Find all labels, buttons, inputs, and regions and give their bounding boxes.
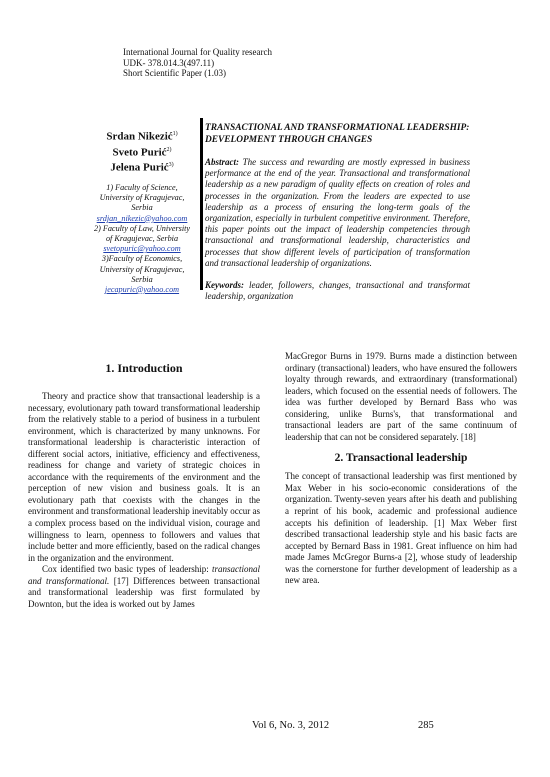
vertical-divider <box>200 118 203 290</box>
left-column <box>28 355 260 610</box>
affiliation-3: 3)Faculty of Economics, University of Kragujevac, Serbia <box>99 254 185 284</box>
author-3: Jelena Purić$^{3)}$ <box>110 161 174 174</box>
paragraph-1: Theory and practice show that transactional leadership is a necessary, evolutionary path toward transformational leadership from the relatively stable to a period of business in a turbulent environment, which is characterized by many unknowns. For transformational leadership is characteristic interaction of different social actors, initiative, efficiency and effectiveness, readiness for change and variety of strategic choices in accordance with the requirements of the environment and the perception of new vision and business goals. It is an evolutionary path that coexists with the changes in the environment and transformational leadership inevitably occur as a complex process based on the individual vision, courage and willingness to learn, openness to followers and values that include better and more efficiently, based on the radical changes in the organization and the environment. <box>28 391 260 563</box>
footer-page-number: 285 <box>418 720 434 731</box>
paragraph-4: The concept of transactional leadership was first mentioned by Max Weber in his socio-economic considerations of the organization. Twenty-seven years after his death and publishing a reprint of his book, academic and professional audience accepts his definition of leadership. [1] Max Weber first described transactional leadership style and his basic facts are accepted by Bernard Bass in 1981. Great influence on him had made James McGregor Burns-a [2], whose study of leadership was the cornerstone for further development of leadership as a new area. <box>285 471 517 586</box>
abstract-column <box>205 123 470 302</box>
paragraph-2: Cox identified two basic types of leadership: transactional and transformational. [17] Differences between transactional and transformational leadership was first formulated by Downton, but the idea is worked out by James <box>28 564 261 609</box>
author-block <box>84 128 200 295</box>
email-link-2[interactable]: svetopuric@yahoo.com <box>103 244 181 254</box>
email-link-3[interactable]: jecapuric@yahoo.com <box>104 285 180 294</box>
author-2: Sveto Purić$^{2)}$ <box>112 146 172 159</box>
keywords <box>205 280 470 302</box>
author-1: Srdan Nikezić$^{1)}$ <box>106 130 178 143</box>
udk-code: UDK- 378.014.3(497.11) <box>123 57 215 68</box>
affiliation-2: 2) Faculty of Law, University of Kragujevac, Serbia <box>93 223 191 243</box>
paragraph-3: MacGregor Burns in 1979. Burns made a distinction between ordinary (transactional) leaders, who have ensured the followers loyalty through rewards, and extraordinary (transformational) leaders, which focused on the essential needs of followers. The idea was further developed by Bernard Bass who was considering, unlike Burns's, that transformational and transactional leaders are part of the same continuum of leadership that can not be considered separately. [18] <box>285 351 517 442</box>
paper-type: Short Scientific Paper (1.03) <box>123 68 226 78</box>
journal-name: International Journal for Quality research <box>123 47 272 57</box>
abstract-label: Abstract: <box>205 157 240 167</box>
email-link-1[interactable]: srdjan_nikezic@yahoo.com <box>96 213 188 223</box>
paper-title: TRANSACTIONAL AND TRANSFORMATIONAL LEADERSHIP: DEVELOPMENT THROUGH CHANGES <box>205 123 470 145</box>
abstract <box>205 157 470 269</box>
section-2-heading: 2. Transactional leadership <box>334 452 468 465</box>
abstract-text: The success and rewarding are mostly expressed in business performance at the end of the year. Transactional and transformational leadership as a new paradigm of quality effects on creation of roles and processes in the organization. From the leaders are expected to use leadership as a process of ensuring the long-term goals of the organization, especially in turbulent competitive environment. Therefore, this paper points out the impact of leadership competencies through transactional and transformational leadership, characteristics and processes that show different levels of participation of transformation and transactional leadership of organizations. <box>205 157 470 268</box>
journal-header <box>123 47 272 79</box>
keywords-text: leader, followers, changes, transactional and transformat leadership, organization <box>205 280 471 302</box>
footer-volume: Vol 6, No. 3, 2012 <box>252 720 330 731</box>
section-1-heading: 1. Introduction <box>105 361 183 375</box>
right-column <box>285 351 517 587</box>
affiliation-1: 1) Faculty of Science, University of Kragujevac, Serbia <box>99 182 185 213</box>
keywords-label: Keywords: <box>205 280 244 291</box>
